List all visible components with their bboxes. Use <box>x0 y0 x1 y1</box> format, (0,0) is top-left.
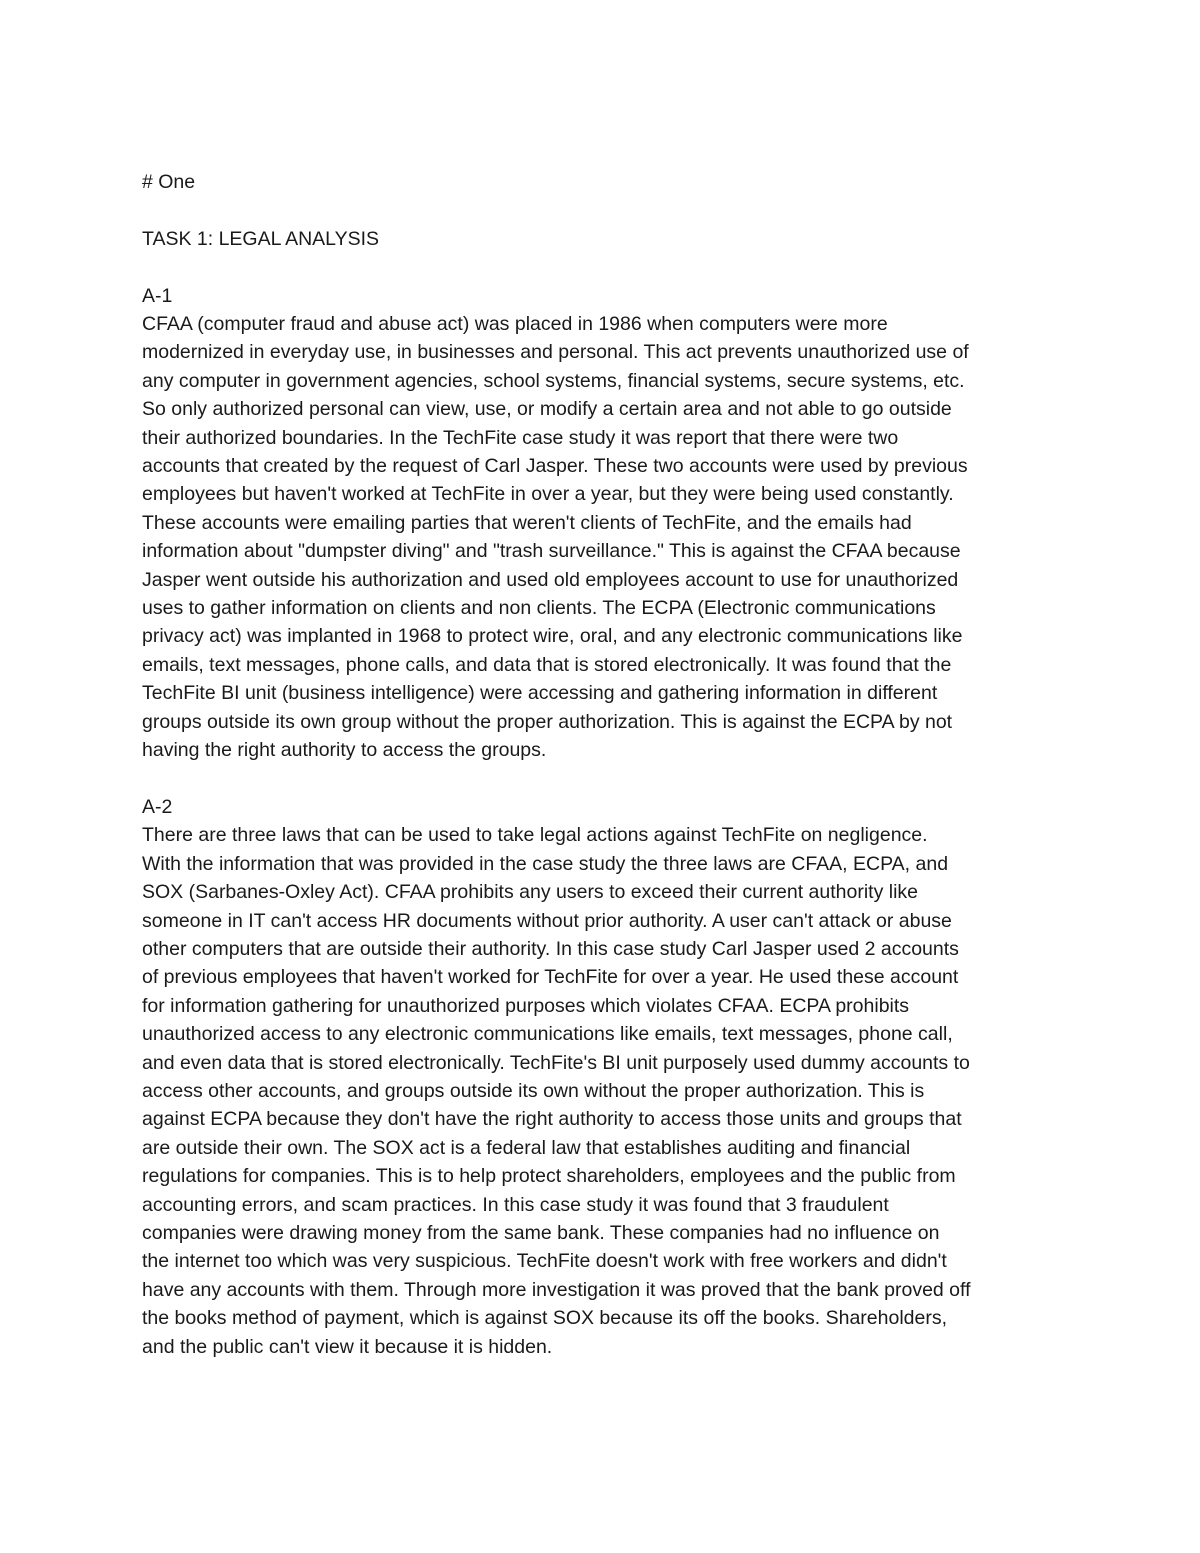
paragraph-line: have any accounts with them. Through more investigation it was proved that the bank proved off <box>142 1278 971 1301</box>
document-heading: # One <box>142 171 196 193</box>
paragraph-line: access other accounts, and groups outside its own without the proper authorization. This is <box>142 1079 925 1102</box>
paragraph-line: any computer in government agencies, school systems, financial systems, secure systems, etc. <box>142 369 965 392</box>
paragraph-line: groups outside its own group without the proper authorization. This is against the ECPA by not <box>142 710 953 733</box>
paragraph-line: privacy act) was implanted in 1968 to protect wire, oral, and any electronic communications like <box>142 625 963 648</box>
paragraph-line: With the information that was provided in the case study the three laws are CFAA, ECPA, and <box>142 852 949 875</box>
paragraph-line: accounts that created by the request of Carl Jasper. These two accounts were used by previous <box>142 455 968 478</box>
paragraph-line: the internet too which was very suspicious. TechFite doesn't work with free workers and didn't <box>142 1250 947 1273</box>
paragraph-line: and even data that is stored electronically. TechFite's BI unit purposely used dummy accounts to <box>142 1051 970 1074</box>
paragraph-line: are outside their own. The SOX act is a federal law that establishes auditing and financial <box>142 1136 911 1159</box>
paragraph-line: accounting errors, and scam practices. In this case study it was found that 3 fraudulent <box>142 1193 889 1216</box>
paragraph-line: regulations for companies. This is to help protect shareholders, employees and the public from <box>142 1165 956 1188</box>
paragraph-line: These accounts were emailing parties that weren't clients of TechFite, and the emails had <box>142 511 912 534</box>
paragraph-line: employees but haven't worked at TechFite in over a year, but they were being used constantly. <box>142 483 954 506</box>
paragraph-line: their authorized boundaries. In the TechFite case study it was report that there were two <box>142 426 899 449</box>
spacer <box>142 765 1072 793</box>
section-label: A-2 <box>142 795 173 818</box>
paragraph-line: information about "dumpster diving" and "trash surveillance." This is against the CFAA because <box>142 540 961 563</box>
section-a1 <box>142 282 1072 765</box>
paragraph-line: having the right authority to access the groups. <box>142 739 547 762</box>
paragraph-line: against ECPA because they don't have the right authority to access those units and groups that <box>142 1108 962 1131</box>
paragraph-line: TechFite BI unit (business intelligence) were accessing and gathering information in different <box>142 682 938 705</box>
section-label: A-1 <box>142 284 173 307</box>
paragraph-line: modernized in everyday use, in businesses and personal. This act prevents unauthorized use of <box>142 341 969 364</box>
document-body <box>142 168 1072 1361</box>
spacer <box>142 196 1072 224</box>
paragraph-line: SOX (Sarbanes-Oxley Act). CFAA prohibits any users to exceed their current authority like <box>142 881 919 904</box>
paragraph-line: emails, text messages, phone calls, and data that is stored electronically. It was found that the <box>142 653 952 676</box>
paragraph-line: someone in IT can't access HR documents without prior authority. A user can't attack or abuse <box>142 909 952 932</box>
paragraph-line: So only authorized personal can view, use, or modify a certain area and not able to go outside <box>142 398 952 421</box>
spacer <box>142 253 1072 281</box>
section-a2 <box>142 793 1072 1361</box>
paragraph-line: of previous employees that haven't worked for TechFite for over a year. He used these account <box>142 966 959 989</box>
task-title: TASK 1: LEGAL ANALYSIS <box>142 227 379 250</box>
paragraph-line: the books method of payment, which is against SOX because its off the books. Shareholders, <box>142 1307 948 1330</box>
paragraph-line: CFAA (computer fraud and abuse act) was placed in 1986 when computers were more <box>142 313 888 335</box>
paragraph-line: Jasper went outside his authorization and used old employees account to use for unauthorized <box>142 568 959 591</box>
paragraph-line: unauthorized access to any electronic communications like emails, text messages, phone call, <box>142 1023 953 1046</box>
paragraph-line: There are three laws that can be used to take legal actions against TechFite on negligence. <box>142 824 928 847</box>
paragraph-line: and the public can't view it because it is hidden. <box>142 1335 553 1358</box>
paragraph-line: uses to gather information on clients and non clients. The ECPA (Electronic communications <box>142 597 936 620</box>
paragraph-line: companies were drawing money from the same bank. These companies had no influence on <box>142 1221 940 1244</box>
paragraph-line: other computers that are outside their authority. In this case study Carl Jasper used 2 accounts <box>142 937 959 960</box>
paragraph-line: for information gathering for unauthorized purposes which violates CFAA. ECPA prohibits <box>142 994 910 1017</box>
